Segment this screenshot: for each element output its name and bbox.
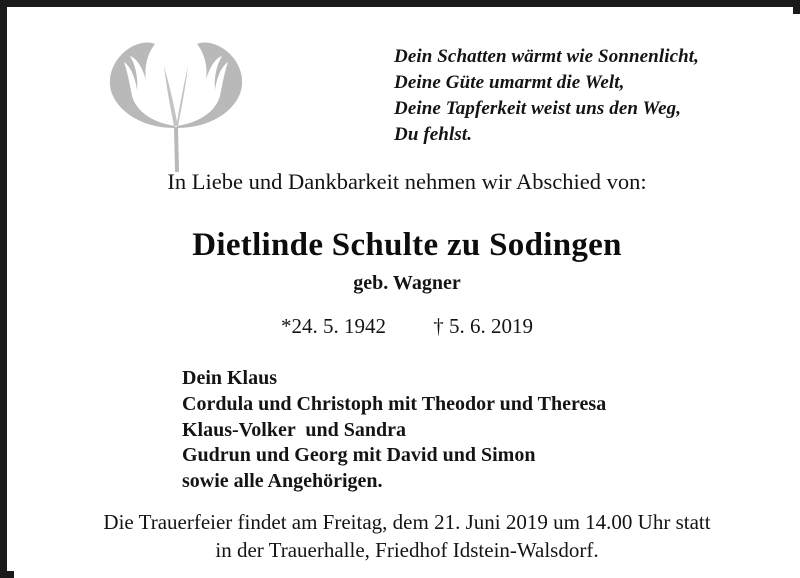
maiden-name: geb. Wagner — [353, 272, 461, 294]
survivor-line-1: Dein Klaus — [182, 367, 278, 389]
service-details — [14, 509, 800, 564]
survivor-line-5: sowie alle Angehörigen. — [182, 470, 383, 493]
survivor-line-3: Klaus-Volker und Sandra — [182, 418, 406, 441]
service-line-2: in der Trauerhalle, Friedhof Idstein-Walsdorf. — [215, 537, 599, 562]
poem-line-3: Deine Tapferkeit weist uns den Weg, — [394, 98, 682, 120]
poem-block — [394, 44, 794, 148]
survivor-line-2: Cordula und Christoph mit Theodor und Theresa — [182, 392, 607, 415]
poem-line-1: Dein Schatten wärmt wie Sonnenlicht, — [394, 46, 700, 67]
service-line-1: Die Trauerfeier findet am Freitag, dem 21. Juni 2019 um 14.00 Uhr statt — [103, 510, 711, 534]
poem-line-4: Du fehlst. — [394, 124, 473, 146]
ginkgo-leaf-icon — [92, 32, 262, 172]
survivors-list — [182, 366, 742, 495]
survivor-line-4: Gudrun und Georg mit David und Simon — [182, 444, 536, 467]
death-date: † 5. 6. 2019 — [433, 314, 533, 338]
poem-line-2: Deine Güte umarmt die Welt, — [394, 72, 625, 94]
deceased-name: Dietlinde Schulte zu Sodingen — [192, 227, 622, 263]
lead-line: In Liebe und Dankbarkeit nehmen wir Abschied von: — [167, 169, 647, 194]
obituary-inner — [14, 14, 800, 578]
life-dates — [14, 314, 800, 339]
birth-date: *24. 5. 1942 — [281, 314, 386, 338]
